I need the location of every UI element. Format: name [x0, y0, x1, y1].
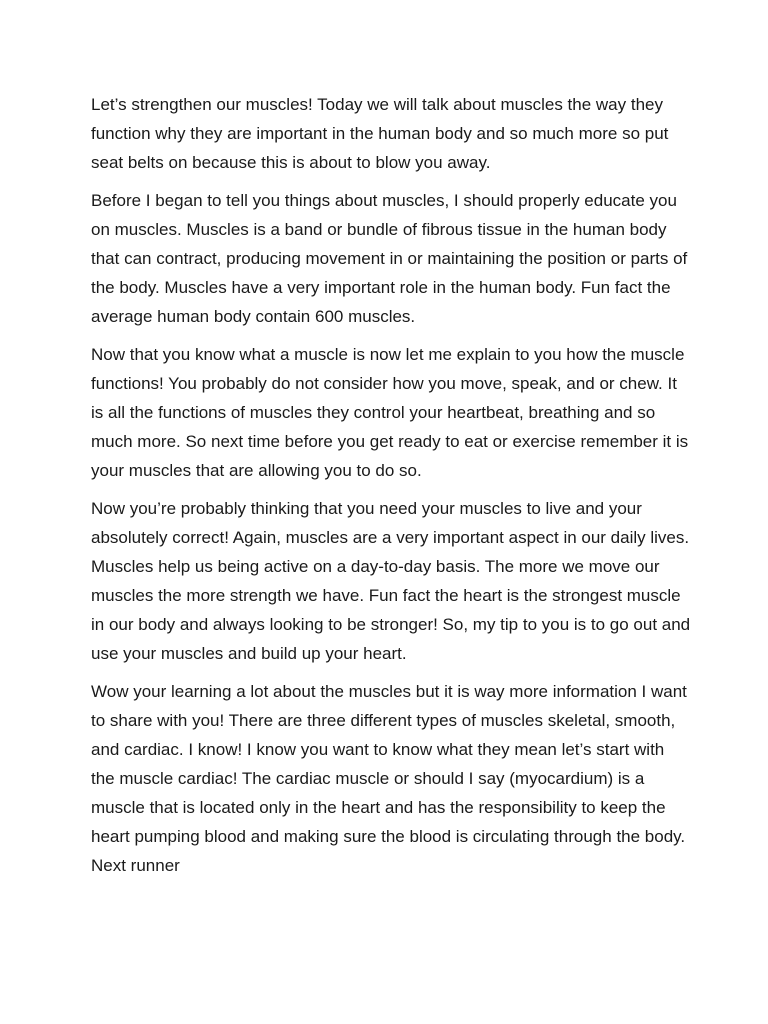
paragraph-intro: Let’s strengthen our muscles! Today we will talk about muscles the way they function why they are important in the human body and so much more so put seat belts on because this is about to blow you away.: [91, 95, 669, 172]
paragraph-functions: Now that you know what a muscle is now let me explain to you how the muscle functions! You probably do not consider how you move, speak, and or chew. It is all the functions of muscles they control your heartbeat, breathing and so much more. So next time before you get ready to eat or exercise remember it is your muscles that are allowing you to do so.: [91, 345, 689, 480]
paragraph-definition: Before I began to tell you things about muscles, I should properly educate you on muscles. Muscles is a band or bundle of fibrous tissue in the human body that can contract, producing movement in or maintaining the position or parts of the body. Muscles have a very important role in the human body. Fun fact the average human body contain 600 muscles.: [91, 191, 688, 326]
paragraph-types: Wow your learning a lot about the muscles but it is way more information I want to share with you! There are three different types of muscles skeletal, smooth, and cardiac. I know! I know you want to know what they mean let’s start with the muscle cardiac! The cardiac muscle or should I say (myocardium) is a muscle that is located only in the heart and has the responsibility to keep the heart pumping blood and making sure the blood is circulating through the body. Next runner: [91, 682, 687, 875]
paragraph-importance: Now you’re probably thinking that you need your muscles to live and your absolutely correct! Again, muscles are a very important aspect in our daily lives. Muscles help us being active on a day-to-day basis. The more we move our muscles the more strength we have. Fun fact the heart is the strongest muscle in our body and always looking to be stronger! So, my tip to you is to go out and use your muscles and build up your heart.: [91, 499, 691, 663]
